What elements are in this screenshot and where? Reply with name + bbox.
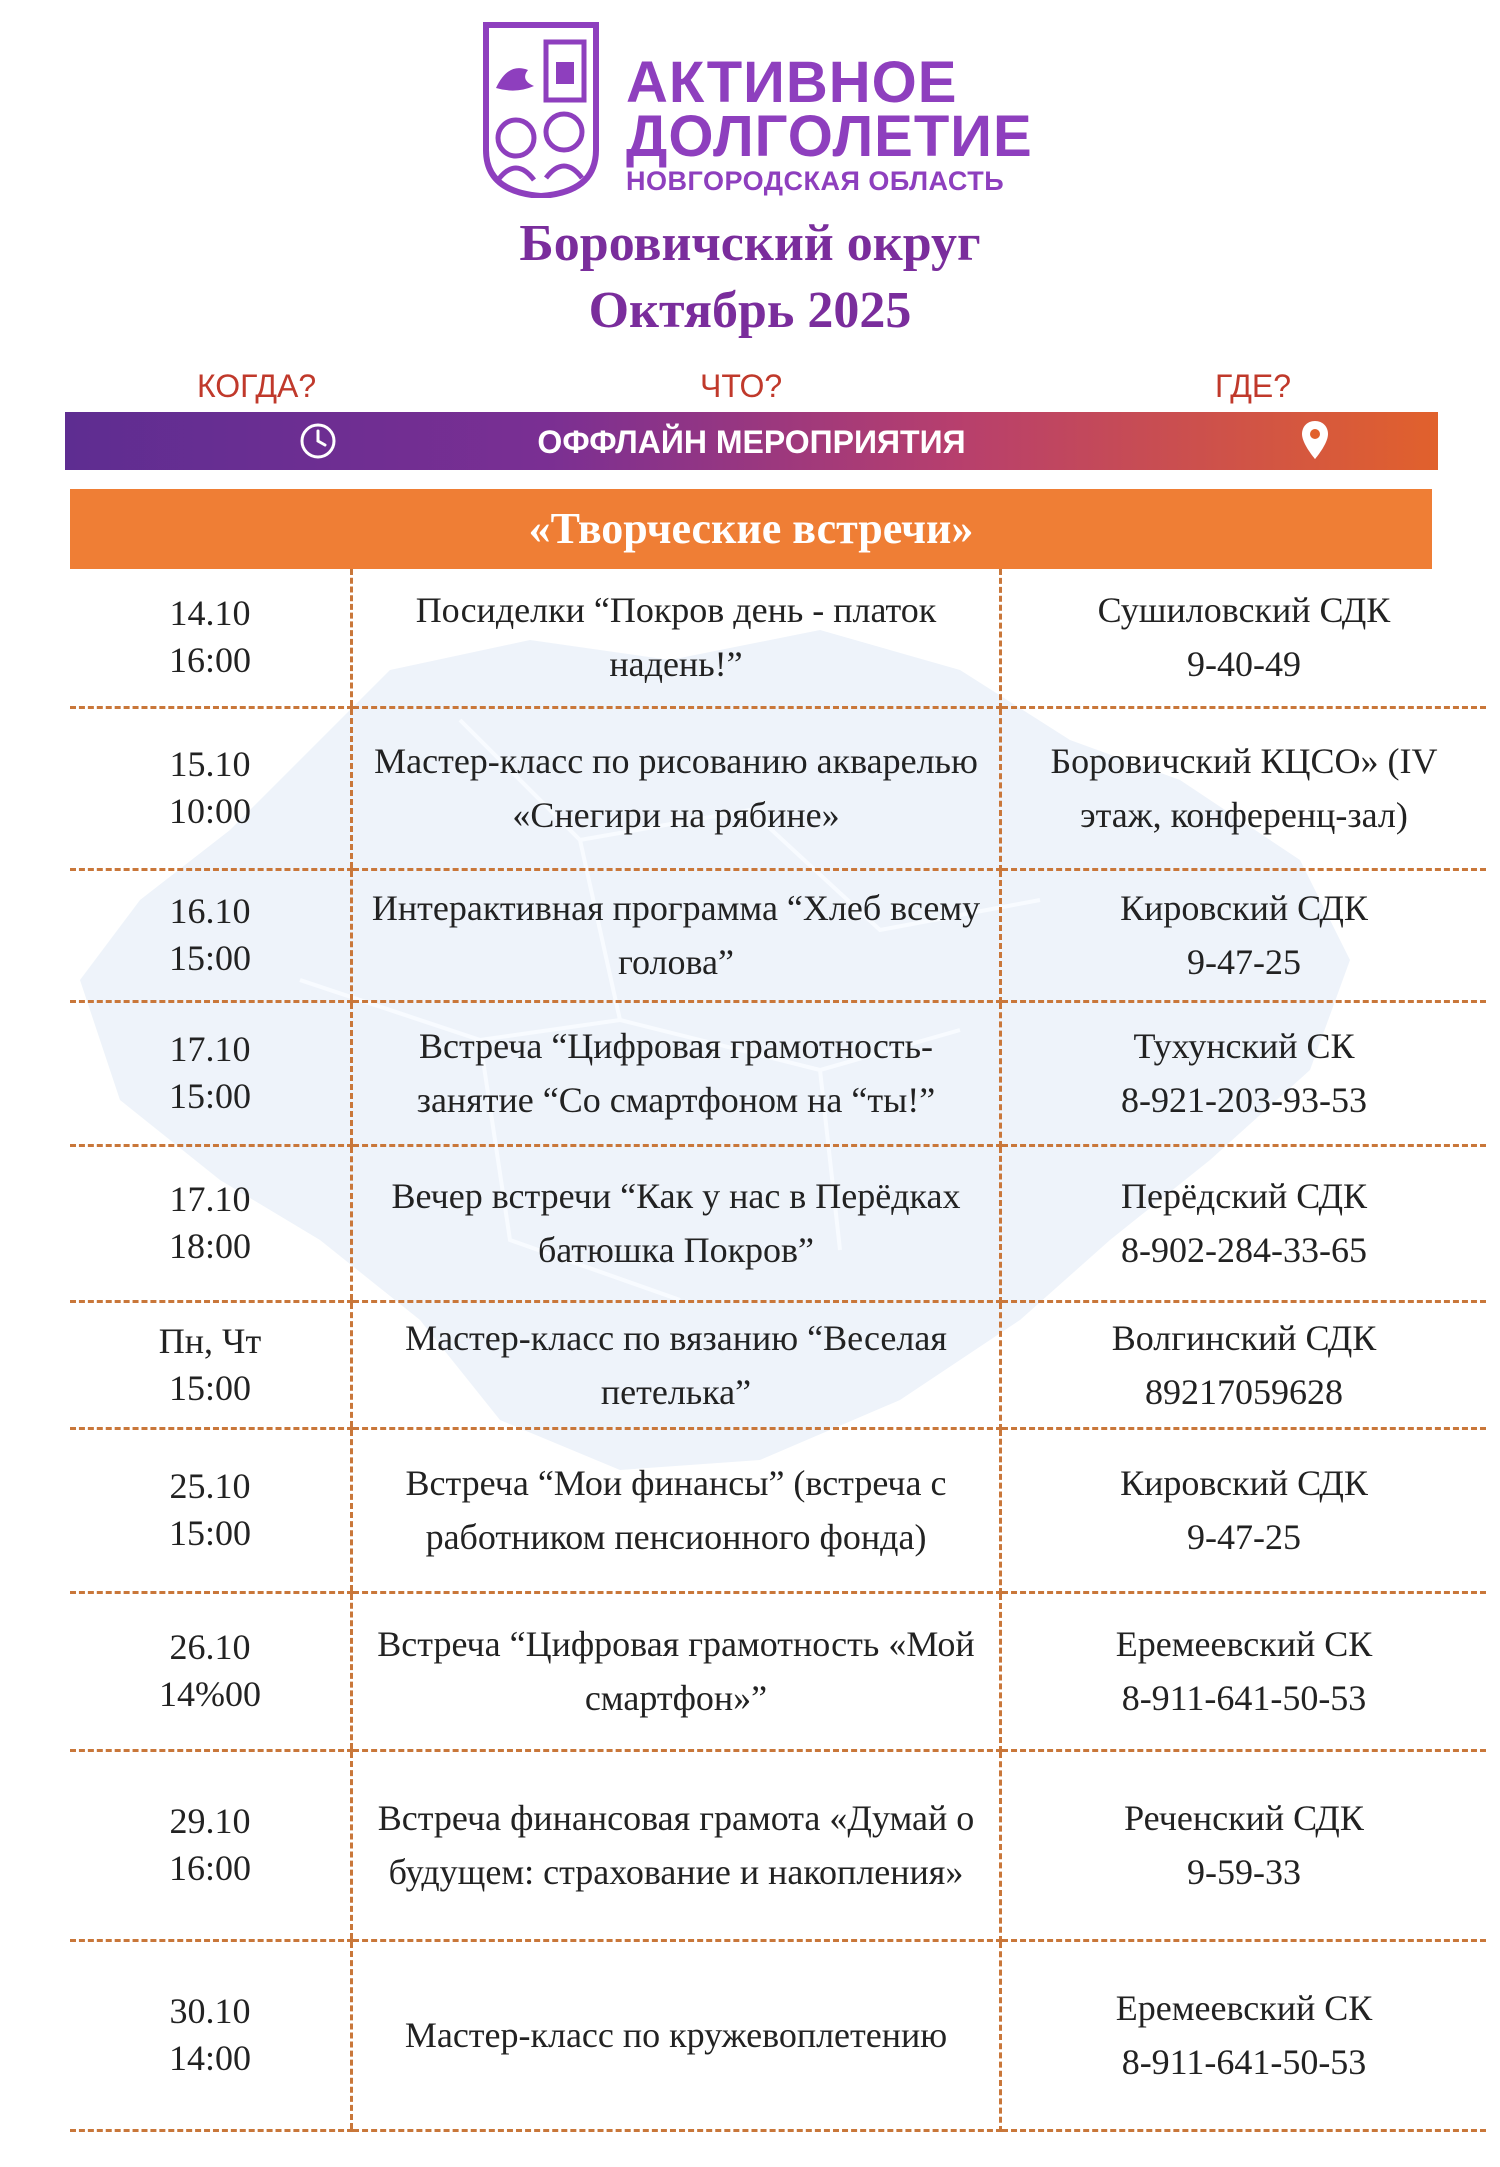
event-date: 15.10 — [169, 744, 251, 784]
event-place: Реченский СДК — [1124, 1798, 1364, 1838]
column-header-where: ГДЕ? — [1215, 368, 1291, 404]
event-phone: 8-921-203-93-53 — [1121, 1080, 1367, 1120]
event-where — [1001, 1940, 1487, 2130]
event-when — [70, 707, 352, 869]
active-longevity-emblem-icon — [476, 20, 606, 198]
event-time: 18:00 — [168, 1226, 251, 1266]
logo-region: НОВГОРОДСКАЯ ОБЛАСТЬ — [626, 166, 1005, 196]
column-header-when: КОГДА? — [197, 368, 317, 404]
event-when — [70, 1428, 352, 1592]
event-place: Еремеевский СК — [1115, 1988, 1373, 2028]
event-title: Встреча “Мои финансы” (встреча с работником пенсионного фонда) — [352, 1428, 1001, 1592]
event-title: Встреча финансовая грамота «Думай о будущем: страхование и накопления» — [352, 1750, 1001, 1940]
banner-label: ОФФЛАЙН МЕРОПРИЯТИЯ — [537, 424, 966, 460]
offline-events-banner — [65, 412, 1438, 470]
event-title: Вечер встречи “Как у нас в Перёдках батюшка Покров” — [352, 1145, 1001, 1301]
event-when — [70, 1750, 352, 1940]
column-header-what: ЧТО? — [700, 368, 783, 404]
event-date: 25.10 — [169, 1466, 251, 1506]
event-date: 16.10 — [169, 891, 251, 931]
table-row — [70, 1592, 1486, 1750]
event-title: Посиделки “Покров день - платок надень!” — [352, 569, 1001, 707]
event-time: 14%00 — [159, 1674, 261, 1714]
event-place: Тухунский СК — [1133, 1026, 1355, 1066]
event-place: Кировский СДК — [1120, 1463, 1368, 1503]
event-time: 15:00 — [168, 1367, 251, 1408]
event-time: 16:00 — [168, 1848, 251, 1888]
event-date: 17.10 — [169, 1179, 251, 1219]
event-phone: 8-902-284-33-65 — [1121, 1230, 1367, 1270]
event-where — [1001, 1750, 1487, 1940]
event-date: Пн, Чт — [158, 1320, 262, 1361]
event-when — [70, 869, 352, 1001]
event-phone: 9-59-33 — [1187, 1852, 1301, 1892]
event-date: 17.10 — [169, 1029, 251, 1069]
event-title: Интерактивная программа “Хлеб всему голова” — [352, 869, 1001, 1001]
table-row — [70, 569, 1486, 707]
event-place: Перёдский СДК — [1120, 1176, 1368, 1216]
event-time: 15:00 — [168, 1076, 251, 1116]
event-when — [70, 1001, 352, 1145]
event-phone: 9-47-25 — [1187, 942, 1301, 982]
event-phone: 89217059628 — [1145, 1371, 1343, 1412]
event-date: 30.10 — [169, 1991, 251, 2031]
events-table — [70, 569, 1486, 2132]
event-date: 14.10 — [169, 593, 251, 634]
page-subtitle-month: Октябрь 2025 — [588, 282, 912, 339]
logo-line-1: АКТИВНОЕ — [626, 50, 958, 115]
event-where — [1001, 1301, 1487, 1428]
event-when — [70, 1940, 352, 2130]
event-where — [1001, 1428, 1487, 1592]
event-time: 15:00 — [168, 938, 251, 978]
event-place: Волгинский СДК — [1111, 1317, 1377, 1358]
event-date: 29.10 — [169, 1801, 251, 1841]
table-row — [70, 707, 1486, 869]
event-phone: 8-911-641-50-53 — [1121, 1678, 1367, 1718]
logo-line-2: ДОЛГОЛЕТИЕ — [626, 104, 1033, 169]
event-where — [1001, 1001, 1487, 1145]
event-date: 26.10 — [169, 1627, 251, 1667]
event-where — [1001, 1145, 1487, 1301]
table-row — [70, 869, 1486, 1001]
event-place: Кировский СДК — [1120, 888, 1368, 928]
event-when — [70, 1592, 352, 1750]
section-title: «Творческие встречи» — [70, 489, 1432, 569]
event-place: Еремеевский СК — [1115, 1624, 1373, 1664]
table-row — [70, 1301, 1486, 1428]
event-where — [1001, 569, 1487, 707]
event-title: Встреча “Цифровая грамотность- занятие “Со смартфоном на “ты!” — [352, 1001, 1001, 1145]
logo — [476, 20, 1036, 200]
event-title: Мастер-класс по вязанию “Веселая петелька” — [352, 1301, 1001, 1428]
event-where — [1001, 1592, 1487, 1750]
event-place: Сушиловский СДК — [1097, 590, 1391, 631]
event-phone: 9-40-49 — [1187, 644, 1301, 685]
table-row — [70, 1001, 1486, 1145]
event-when — [70, 1145, 352, 1301]
event-title: Мастер-класс по кружевоплетению — [352, 1940, 1001, 2130]
table-row — [70, 1145, 1486, 1301]
event-title: Встреча “Цифровая грамотность «Мой смартфон»” — [352, 1592, 1001, 1750]
event-time: 16:00 — [168, 640, 251, 681]
table-row — [70, 1428, 1486, 1592]
event-where — [1001, 869, 1487, 1001]
event-place: Боровичский КЦСО» (IV этаж, конференц-зал) — [1050, 741, 1438, 835]
event-phone: 8-911-641-50-53 — [1121, 2042, 1367, 2082]
location-pin-icon — [1300, 419, 1330, 461]
table-row — [70, 1940, 1486, 2130]
event-time: 14:00 — [168, 2038, 251, 2078]
event-time: 10:00 — [168, 791, 251, 831]
event-when — [70, 1301, 352, 1428]
event-where — [1001, 707, 1487, 869]
event-when — [70, 569, 352, 707]
event-time: 15:00 — [168, 1513, 251, 1553]
table-row — [70, 1750, 1486, 1940]
event-title: Мастер-класс по рисованию акварелью «Снегири на рябине» — [352, 707, 1001, 869]
event-phone: 9-47-25 — [1187, 1517, 1301, 1557]
page-title: Боровичский округ — [519, 215, 981, 272]
